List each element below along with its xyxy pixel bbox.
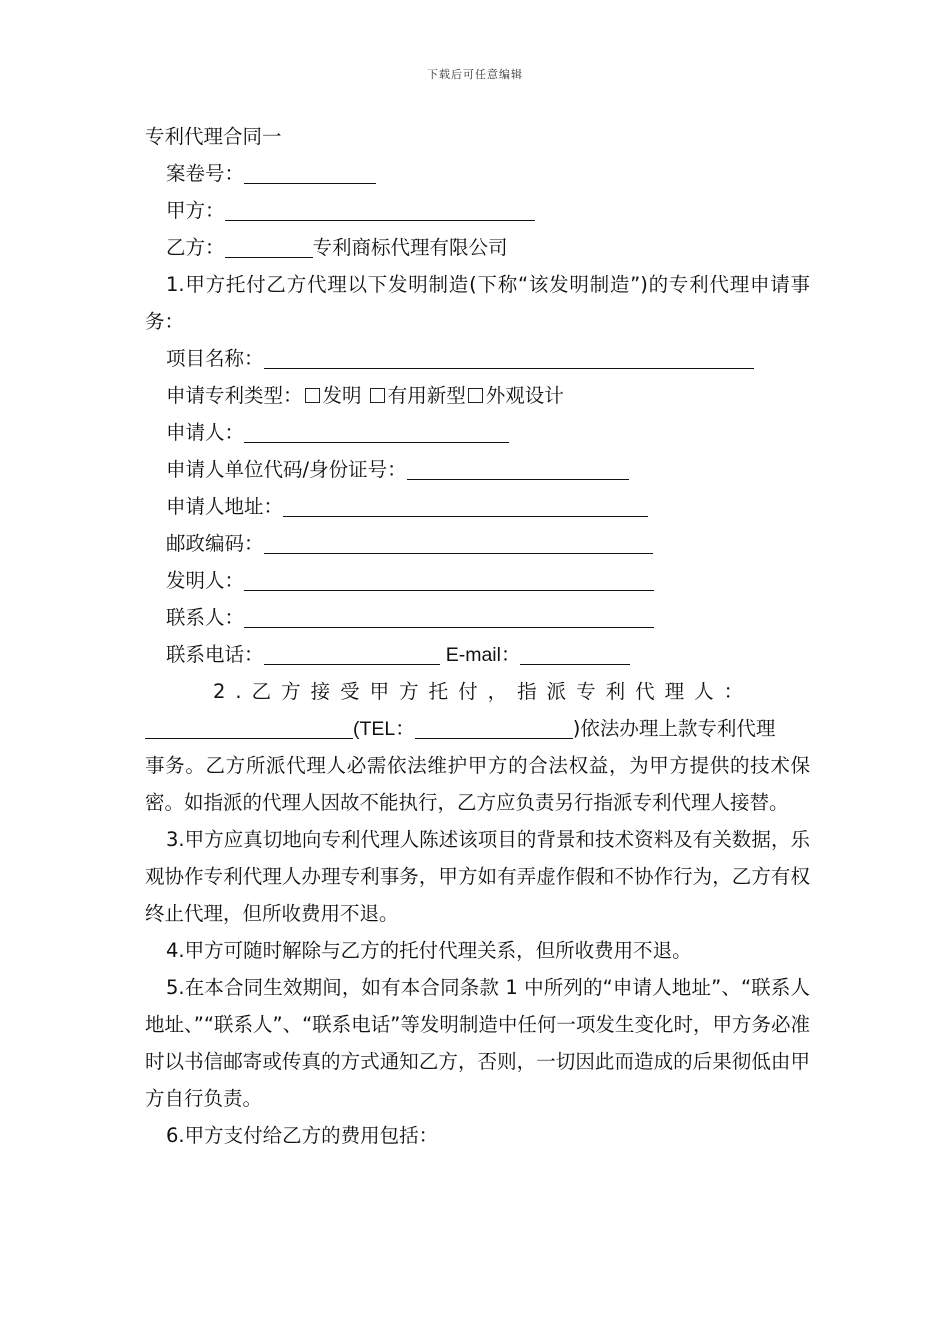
clause-5: [145, 969, 810, 1117]
email-label: E-mail：: [445, 644, 521, 666]
page-header-note: 下载后可任意编辑: [427, 68, 523, 81]
clause-6-text: 6.甲方支付给乙方的费用包括：: [166, 1124, 439, 1147]
phone-email-row: [145, 636, 810, 673]
clause-6: [145, 1117, 810, 1154]
phone-blank[interactable]: [264, 642, 440, 665]
clause-1-text: 1.甲方托付乙方代理以下发明制造(下称“该发明制造”)的专利代理申请事务：: [145, 273, 810, 333]
design-checkbox[interactable]: [468, 388, 483, 403]
applicant-id-label: 申请人单位代码/身份证号：: [166, 458, 407, 481]
inventor-row: [145, 562, 810, 599]
project-name-label: 项目名称：: [166, 347, 264, 370]
party-b-row: [145, 229, 810, 266]
patent-type-label: 申请专利类型：: [166, 384, 303, 407]
applicant-address-label: 申请人地址：: [166, 495, 284, 518]
utility-model-option-label: 有用新型: [387, 384, 466, 407]
party-b-suffix: 专利商标代理有限公司: [312, 236, 508, 259]
clause-3: [145, 821, 810, 932]
party-a-label: 甲方：: [166, 199, 225, 222]
clause-4: [145, 932, 810, 969]
party-b-blank[interactable]: [225, 235, 313, 258]
party-a-row: [145, 192, 810, 229]
clause-2-tel-label: (TEL：: [353, 718, 415, 740]
clause-2-agent-line: [145, 710, 810, 747]
clause-2-continuation: )依法办理上款专利代理: [572, 717, 776, 740]
applicant-blank[interactable]: [244, 420, 509, 443]
party-b-label: 乙方：: [166, 236, 225, 259]
clause-4-text: 4.甲方可随时解除与乙方的托付代理关系，但所收费用不退。: [166, 939, 692, 962]
applicant-row: [145, 414, 810, 451]
design-option-label: 外观设计: [485, 384, 564, 407]
postcode-label: 邮政编码：: [166, 532, 264, 555]
applicant-address-blank[interactable]: [283, 494, 648, 517]
phone-label: 联系电话：: [166, 643, 264, 666]
document-title: 专利代理合同一: [145, 125, 282, 148]
clause-2-first-line: 2.乙方接受甲方托付，指派专利代理人：: [213, 680, 754, 703]
case-number-row: [145, 155, 810, 192]
case-number-label: 案卷号：: [166, 162, 245, 185]
invention-checkbox[interactable]: [305, 388, 320, 403]
postcode-row: [145, 525, 810, 562]
clause-2-rest: 事务。乙方所派代理人必需依法维护甲方的合法权益，为甲方提供的技术保密。如指派的代理人因故不能执行，乙方应负责另行指派专利代理人接替。: [145, 754, 810, 814]
applicant-id-row: [145, 451, 810, 488]
clause-1: [145, 266, 810, 340]
utility-model-checkbox[interactable]: [370, 388, 385, 403]
postcode-blank[interactable]: [264, 531, 653, 554]
party-a-blank[interactable]: [225, 198, 535, 221]
patent-agent-blank[interactable]: [145, 716, 353, 739]
contact-row: [145, 599, 810, 636]
case-number-blank[interactable]: [244, 161, 376, 184]
applicant-id-blank[interactable]: [407, 457, 629, 480]
applicant-label: 申请人：: [166, 421, 245, 444]
invention-option-label: 发明: [322, 384, 362, 407]
inventor-label: 发明人：: [166, 569, 245, 592]
clause-3-text: 3.甲方应真切地向专利代理人陈述该项目的背景和技术资料及有关数据，乐观协作专利代理人办理专利事务，甲方如有弄虚作假和不协作行为，乙方有权终止代理，但所收费用不退。: [145, 828, 810, 925]
clause-5-text: 5.在本合同生效期间，如有本合同条款 1 中所列的“申请人地址”、“联系人地址、”“联系人”、“联系电话”等发明制造中任何一项发生变化时，甲方务必准时以书信邮寄或传真的方式通知乙方，否则，一切因此而造成的后果彻低由甲方自行负责。: [145, 976, 810, 1110]
email-blank[interactable]: [520, 642, 630, 665]
project-name-blank[interactable]: [264, 346, 754, 369]
patent-type-row: [145, 377, 810, 414]
contract-body: [145, 118, 810, 1154]
inventor-blank[interactable]: [244, 568, 654, 591]
contact-label: 联系人：: [166, 606, 245, 629]
contact-blank[interactable]: [244, 605, 654, 628]
applicant-address-row: [145, 488, 810, 525]
agent-tel-blank[interactable]: [415, 716, 573, 739]
project-name-row: [145, 340, 810, 377]
